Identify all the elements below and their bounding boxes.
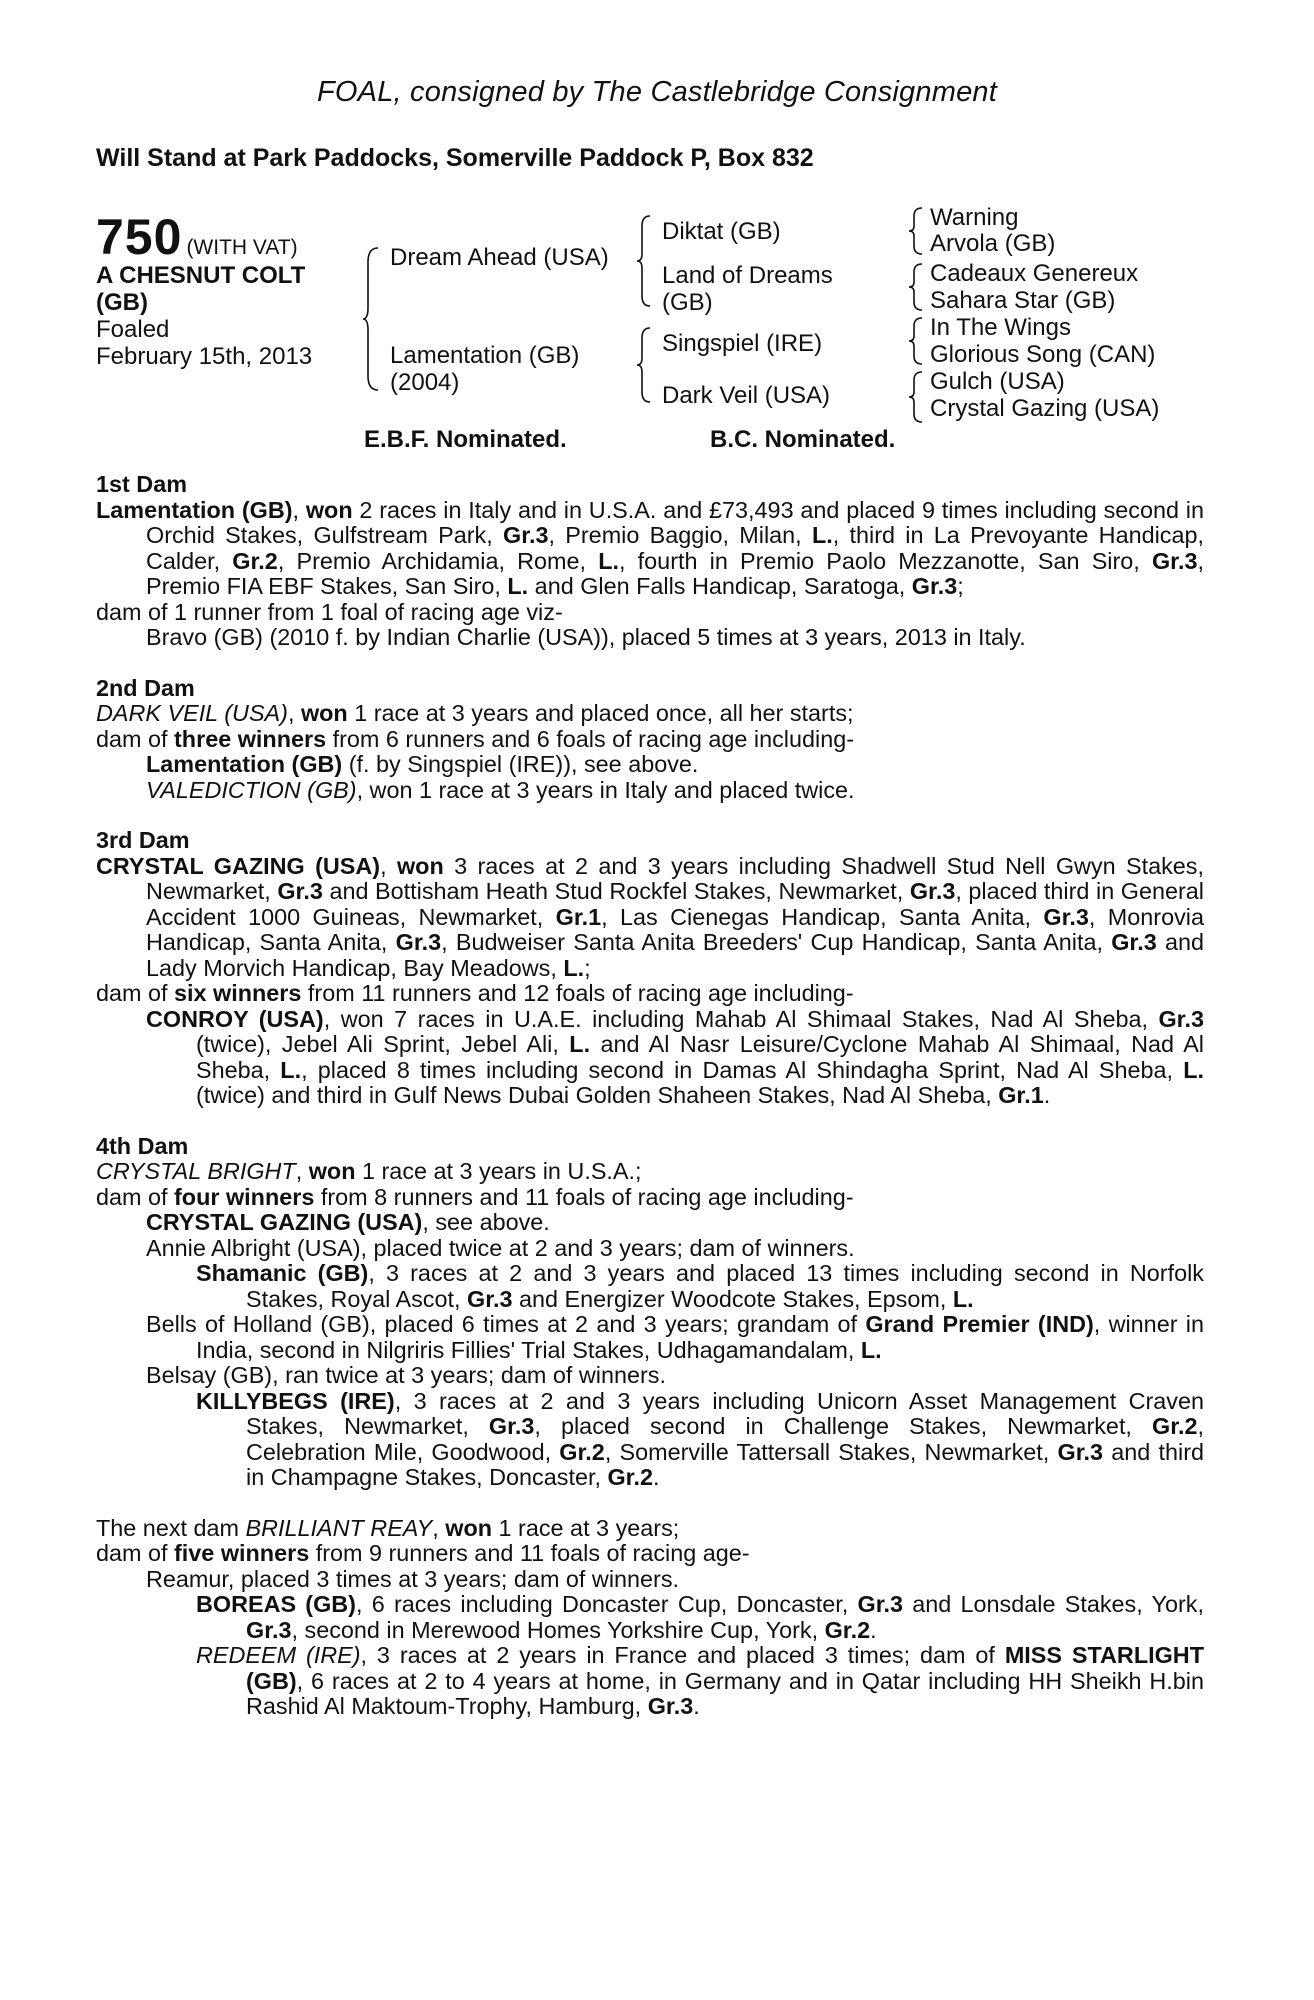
pedigree-brace-gen3-2 bbox=[908, 262, 924, 312]
second-dam-section bbox=[96, 676, 1204, 804]
section-heading: 4th Dam bbox=[96, 1132, 189, 1159]
next-dam-section bbox=[96, 1516, 1204, 1720]
dam-record: DARK VEIL (USA), won 1 race at 3 years and placed once, all her starts; bbox=[96, 700, 854, 726]
produce-summary: dam of three winners from 6 runners and 6 foals of racing age including- bbox=[96, 725, 854, 752]
horse-name: BRILLIANT REAY bbox=[245, 1514, 433, 1541]
g3-ancestor: Warning bbox=[930, 204, 1019, 231]
dam-record: Lamentation (GB), won 2 races in Italy and in U.S.A. and £73,493 and placed 9 times including second in Orchid Stakes, Gulfstream Park, Gr.3, Premio Baggio, Milan, L., third in La Prevoyante Handicap, Calder, Gr.2, Premio Archidamia, Rome, L., fourth in Premio Paolo Mezzanotte, San Siro, Gr.3, Premio FIA EBF Stakes, San Siro, L. and Glen Falls Handicap, Saratoga, Gr.3; bbox=[96, 496, 1205, 599]
produce-entry: Reamur, placed 3 times at 3 years; dam of winners. bbox=[146, 1565, 680, 1592]
horse-name: DARK VEIL (USA) bbox=[96, 700, 288, 726]
dam bbox=[390, 342, 579, 396]
sire-dam bbox=[662, 262, 833, 316]
lot-description bbox=[96, 262, 305, 316]
produce-entry: REDEEM (IRE), 3 races at 2 years in France and placed 3 times; dam of MISS STARLIGHT (GB), 6 races at 2 to 4 years at home, in Germany and in Qatar including HH Sheikh H.bin Rashid Al Maktoum-Trophy, Hamburg, Gr.3. bbox=[196, 1642, 1204, 1719]
sire: Dream Ahead (USA) bbox=[390, 244, 609, 271]
section-heading: 2nd Dam bbox=[96, 674, 195, 701]
g3-ancestor: Cadeaux Genereux bbox=[930, 260, 1139, 287]
stand-location: Will Stand at Park Paddocks, Somerville Paddock P, Box 832 bbox=[96, 144, 814, 172]
g3-ancestor: In The Wings bbox=[930, 314, 1071, 341]
pedigree-brace-gen1 bbox=[362, 246, 380, 392]
produce-entry: Belsay (GB), ran twice at 3 years; dam of winners. bbox=[146, 1362, 666, 1388]
g3-ancestor: Arvola (GB) bbox=[930, 230, 1056, 257]
g3-ancestor: Gulch (USA) bbox=[930, 368, 1065, 395]
produce-entry: CRYSTAL GAZING (USA), see above. bbox=[146, 1209, 550, 1235]
produce-entry: Bells of Holland (GB), placed 6 times at 2 and 3 years; grandam of Grand Premier (IND), winner in India, second in Nilgriris Fillies' Trial Stakes, Udhagamandalam, L. bbox=[146, 1311, 1204, 1363]
pedigree-brace-gen3-4 bbox=[908, 370, 924, 424]
dam-name: Lamentation (GB) bbox=[390, 342, 580, 369]
horse-name: CRYSTAL BRIGHT bbox=[96, 1158, 296, 1184]
dam-record: CRYSTAL BRIGHT, won 1 race at 3 years in U.S.A.; bbox=[96, 1158, 642, 1184]
produce-entry: CONROY (USA), won 7 races in U.A.E. including Mahab Al Shimaal Stakes, Nad Al Sheba, Gr.3 (twice), Jebel Ali Sprint, Jebel Ali, L. and Al Nasr Leisure/Cyclone Mahab Al Shimaal, Nad Al Sheba, L., placed 8 times including second in Damas Al Shindagha Sprint, Nad Al Sheba, L. (twice) and third in Gulf News Dubai Golden Shaheen Stakes, Nad Al Sheba, Gr.1. bbox=[146, 1005, 1204, 1108]
dam-record: CRYSTAL GAZING (USA), won 3 races at 2 and 3 years including Shadwell Stud Nell Gwyn Stakes, Newmarket, Gr.3 and Bottisham Heath Stud Rockfel Stakes, Newmarket, Gr.3, placed third in General Accident 1000 Guineas, Newmarket, Gr.1, Las Cienegas Handicap, Santa Anita, Gr.3, Monrovia Handicap, Santa Anita, Gr.3, Budweiser Santa Anita Breeders' Cup Handicap, Santa Anita, Gr.3 and Lady Morvich Handicap, Bay Meadows, L.; bbox=[96, 852, 1204, 981]
produce-summary: dam of four winners from 8 runners and 11 foals of racing age including- bbox=[96, 1183, 854, 1210]
pedigree-brace-gen3-1 bbox=[908, 206, 924, 256]
bc-nominated: B.C. Nominated. bbox=[710, 426, 896, 453]
g3-ancestor: Glorious Song (CAN) bbox=[930, 341, 1156, 368]
sire-dam-name: Land of Dreams bbox=[662, 262, 833, 289]
horse-name: Lamentation (GB) bbox=[96, 496, 293, 523]
vat-label: (WITH VAT) bbox=[186, 236, 298, 259]
g3-ancestor: Crystal Gazing (USA) bbox=[930, 395, 1160, 422]
horse-name: CRYSTAL GAZING (USA) bbox=[96, 852, 381, 879]
section-heading: 3rd Dam bbox=[96, 827, 190, 853]
produce-summary: dam of six winners from 11 runners and 12 foals of racing age including- bbox=[96, 980, 854, 1006]
fourth-dam-section bbox=[96, 1134, 1204, 1491]
lot-number-block bbox=[96, 208, 298, 266]
dam-record: The next dam BRILLIANT REAY, won 1 race at 3 years; bbox=[96, 1514, 680, 1541]
dam-dam: Dark Veil (USA) bbox=[662, 382, 831, 409]
produce-summary: dam of five winners from 9 runners and 11 foals of racing age- bbox=[96, 1540, 750, 1566]
pedigree-brace-gen3-3 bbox=[908, 316, 924, 366]
colt-name-line2: (GB) bbox=[96, 289, 148, 316]
dam-lines bbox=[96, 472, 1204, 1745]
lot-number: 750 bbox=[96, 209, 183, 265]
first-dam-section bbox=[96, 472, 1204, 651]
pedigree-brace-gen2-bottom bbox=[636, 326, 652, 404]
produce-entry: BOREAS (GB), 6 races including Doncaster Cup, Doncaster, Gr.3 and Lonsdale Stakes, York, Gr.3, second in Merewood Homes Yorkshire Cup, York, Gr.2. bbox=[196, 1591, 1204, 1643]
foaled-info bbox=[96, 316, 312, 370]
produce-summary: dam of 1 runner from 1 foal of racing age viz- bbox=[96, 598, 563, 625]
produce-entry: Lamentation (GB) (f. by Singspiel (IRE)), see above. bbox=[146, 751, 699, 777]
third-dam-section bbox=[96, 828, 1204, 1109]
ebf-nominated: E.B.F. Nominated. bbox=[364, 426, 567, 453]
section-heading: 1st Dam bbox=[96, 471, 188, 497]
foaled-label: Foaled bbox=[96, 316, 170, 343]
produce-entry: Bravo (GB) (2010 f. by Indian Charlie (USA)), placed 5 times at 3 years, 2013 in Italy. bbox=[146, 624, 1026, 650]
sire-dam-country: (GB) bbox=[662, 289, 713, 316]
produce-entry: Annie Albright (USA), placed twice at 2 and 3 years; dam of winners. bbox=[146, 1234, 855, 1261]
sire-sire: Diktat (GB) bbox=[662, 218, 781, 245]
dam-sire: Singspiel (IRE) bbox=[662, 330, 823, 357]
produce-entry: KILLYBEGS (IRE), 3 races at 2 and 3 years including Unicorn Asset Management Craven Stakes, Newmarket, Gr.3, placed second in Challenge Stakes, Newmarket, Gr.2, Celebration Mile, Goodwood, Gr.2, Somerville Tattersall Stakes, Newmarket, Gr.3 and third in Champagne Stakes, Doncaster, Gr.2. bbox=[196, 1387, 1205, 1490]
produce-entry: Shamanic (GB), 3 races at 2 and 3 years and placed 13 times including second in Norfolk Stakes, Royal Ascot, Gr.3 and Energizer Woodcote Stakes, Epsom, L. bbox=[196, 1260, 1204, 1312]
colt-name-line1: A CHESNUT COLT bbox=[96, 262, 306, 289]
pedigree-brace-gen2-top bbox=[636, 214, 652, 308]
consignment-header: FOAL, consigned by The Castlebridge Consignment bbox=[317, 76, 997, 108]
foaled-date: February 15th, 2013 bbox=[96, 343, 313, 370]
g3-ancestor: Sahara Star (GB) bbox=[930, 287, 1116, 314]
dam-year: (2004) bbox=[390, 369, 460, 396]
produce-entry: VALEDICTION (GB), won 1 race at 3 years in Italy and placed twice. bbox=[146, 776, 855, 803]
